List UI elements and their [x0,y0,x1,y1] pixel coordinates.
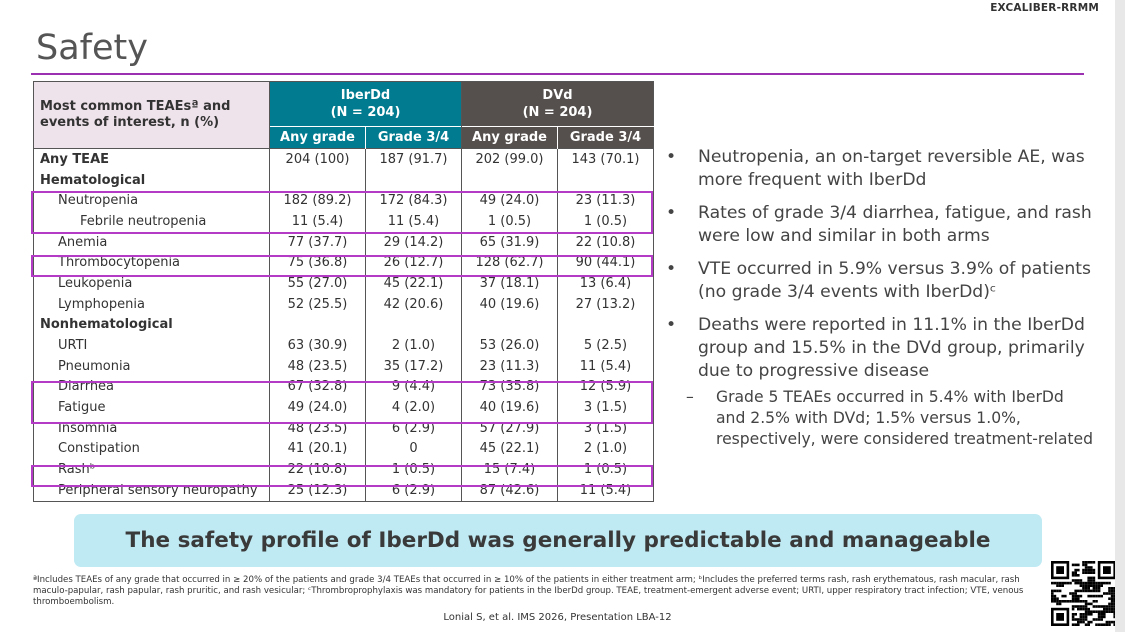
dvd-any-grade-header: Any grade [462,127,558,149]
row-value: 3 (1.5) [558,397,654,418]
row-label: Anemia [58,234,108,250]
row-value: 12 (5.9) [558,377,654,398]
row-label: Insomnia [58,420,118,436]
row-value: 9 (4.4) [366,377,462,398]
row-value: 67 (32.8) [270,377,366,398]
row-value: 15 (7.4) [462,459,558,480]
row-value [462,170,558,191]
row-value: 128 (62.7) [462,252,558,273]
iberdd-name: IberDd [340,88,391,103]
row-value: 52 (25.5) [270,294,366,315]
bullet-glyph: • [666,259,677,279]
row-label: Leukopenia [58,275,133,291]
bullet-glyph: • [666,147,677,167]
study-tag: EXCALIBER-RRMM [990,2,1099,14]
highlight-thrombocytopenia [31,255,653,277]
row-value: 23 (11.3) [462,356,558,377]
row-value: 45 (22.1) [462,439,558,460]
row-label: URTI [58,338,88,354]
bullet-vte [666,258,1096,304]
bullet-grade34 [666,202,1096,248]
row-value: 57 (27.9) [462,418,558,439]
row-value: 172 (84.3) [366,190,462,211]
row-value: 48 (23.5) [270,356,366,377]
row-value: 13 (6.4) [558,273,654,294]
bullet-text: VTE occurred in 5.9% versus 3.9% of patients (no grade 3/4 events with IberDd)ᶜ [698,259,1091,302]
row-value: 1 (0.5) [558,459,654,480]
row-value: 2 (1.0) [558,439,654,460]
row-value: 11 (5.4) [270,211,366,232]
row-label: Any TEAE [34,149,270,170]
row-value: 49 (24.0) [462,190,558,211]
bullet-neutropenia [666,146,1096,192]
bullet-glyph: • [666,203,677,223]
row-value: 87 (42.6) [462,480,558,501]
row-value: 49 (24.0) [270,397,366,418]
row-value: 2 (1.0) [366,335,462,356]
row-value: 6 (2.9) [366,480,462,501]
row-value: 1 (0.5) [558,211,654,232]
row-label: Hematological [40,172,146,188]
row-value: 37 (18.1) [462,273,558,294]
row-value: 77 (37.7) [270,232,366,253]
table-row [34,439,654,460]
row-value: 3 (1.5) [558,418,654,439]
table-header-label: Most common TEAEsª and events of interest, n (%) [34,82,270,149]
table-row [34,356,654,377]
row-label: Peripheral sensory neuropathy [58,482,258,498]
row-label: Nonhematological [40,317,173,333]
highlight-diarrhea-fatigue [31,381,653,424]
page-title: Safety [36,28,148,68]
row-value: 75 (36.8) [270,252,366,273]
row-value: 182 (89.2) [270,190,366,211]
row-value: 11 (5.4) [558,356,654,377]
row-value: 6 (2.9) [366,418,462,439]
row-label: Thrombocytopenia [58,255,181,271]
dvd-grade34-header: Grade 3/4 [558,127,654,149]
dvd-n: (N = 204) [522,105,593,120]
table-row [34,170,654,191]
row-value: 4 (2.0) [366,397,462,418]
highlight-rash [31,465,653,487]
row-value: 73 (35.8) [462,377,558,398]
row-value: 204 (100) [270,149,366,170]
safety-table [33,81,654,502]
dvd-header [462,82,654,127]
row-value: 26 (12.7) [366,252,462,273]
row-value [558,170,654,191]
row-value: 29 (14.2) [366,232,462,253]
subbullet-text: Grade 5 TEAEs occurred in 5.4% with IberDd and 2.5% with DVd; 1.5% versus 1.0%, respectively, were considered treatment-related [716,388,1094,448]
row-value: 5 (2.5) [558,335,654,356]
row-label: Diarrhea [58,379,115,395]
row-value: 40 (19.6) [462,294,558,315]
row-label: Constipation [58,441,140,457]
row-value: 11 (5.4) [366,211,462,232]
row-value: 0 [366,439,462,460]
row-value: 42 (20.6) [366,294,462,315]
row-value: 187 (91.7) [366,149,462,170]
row-value: 90 (44.1) [558,252,654,273]
table-row [34,149,654,170]
row-value [366,315,462,336]
row-value: 22 (10.8) [270,459,366,480]
iberdd-header [270,82,462,127]
iberdd-n: (N = 204) [330,105,401,120]
row-value: 55 (27.0) [270,273,366,294]
table-row [34,232,654,253]
subbullet-grade5 [666,387,1096,450]
row-value: 25 (12.3) [270,480,366,501]
row-value: 1 (0.5) [366,459,462,480]
row-label: Fatigue [58,400,106,416]
dvd-name: DVd [542,88,573,103]
bullet-deaths [666,314,1096,383]
row-label: Rashᵇ [58,462,96,478]
row-value [366,170,462,191]
row-value: 35 (17.2) [366,356,462,377]
row-value: 23 (11.3) [558,190,654,211]
table-row [34,335,654,356]
row-value: 48 (23.5) [270,418,366,439]
row-value: 53 (26.0) [462,335,558,356]
row-value: 1 (0.5) [462,211,558,232]
row-value: 63 (30.9) [270,335,366,356]
row-label: Neutropenia [58,193,139,209]
row-value: 143 (70.1) [558,149,654,170]
bullet-text: Neutropenia, an on-target reversible AE, was more frequent with IberDd [698,147,1085,190]
safety-table-body [34,82,654,502]
table-row [34,315,654,336]
key-points [666,146,1096,450]
table-row [34,294,654,315]
row-label: Febrile neutropenia [80,213,207,229]
row-value [270,315,366,336]
footnote: ªIncludes TEAEs of any grade that occurred in ≥ 20% of the patients and grade 3/4 TEAEs that occurred in ≥ 10% of the patients in either treatment arm; ᵇIncludes the preferred terms rash, rash erythematous, rash macular, rash maculo-papular, rash papular, rash pruritic, and rash vesicular; ᶜThrombroprophylaxis was mandatory for patients in the IberDd group. TEAE, treatment-emergent adverse event; URTI, upper respiratory tract infection; VTE, venous thromboembolism. [33,575,1024,607]
row-value [462,315,558,336]
row-value: 45 (22.1) [366,273,462,294]
bullet-glyph: • [666,315,677,335]
citation: Lonial S, et al. IMS 2026, Presentation LBA-12 [443,612,672,623]
row-value: 202 (99.0) [462,149,558,170]
row-label: Pneumonia [58,358,131,374]
highlight-neutropenia [31,191,653,234]
title-divider [31,73,1084,75]
row-value [270,170,366,191]
row-value: 41 (20.1) [270,439,366,460]
conclusion-banner: The safety profile of IberDd was generally predictable and manageable [74,514,1042,567]
row-value: 40 (19.6) [462,397,558,418]
bullet-text: Deaths were reported in 11.1% in the IberDd group and 15.5% in the DVd group, primarily due to progressive disease [698,315,1085,381]
dash-glyph: – [686,388,694,406]
row-value [558,315,654,336]
row-value: 27 (13.2) [558,294,654,315]
iberdd-grade34-header: Grade 3/4 [366,127,462,149]
window-edge [1115,0,1125,632]
row-value: 65 (31.9) [462,232,558,253]
row-label: Lymphopenia [58,296,145,312]
row-value: 22 (10.8) [558,232,654,253]
row-value: 11 (5.4) [558,480,654,501]
bullet-text: Rates of grade 3/4 diarrhea, fatigue, and rash were low and similar in both arms [698,203,1092,246]
iberdd-any-grade-header: Any grade [270,127,366,149]
qr-code-icon[interactable] [1051,561,1116,626]
